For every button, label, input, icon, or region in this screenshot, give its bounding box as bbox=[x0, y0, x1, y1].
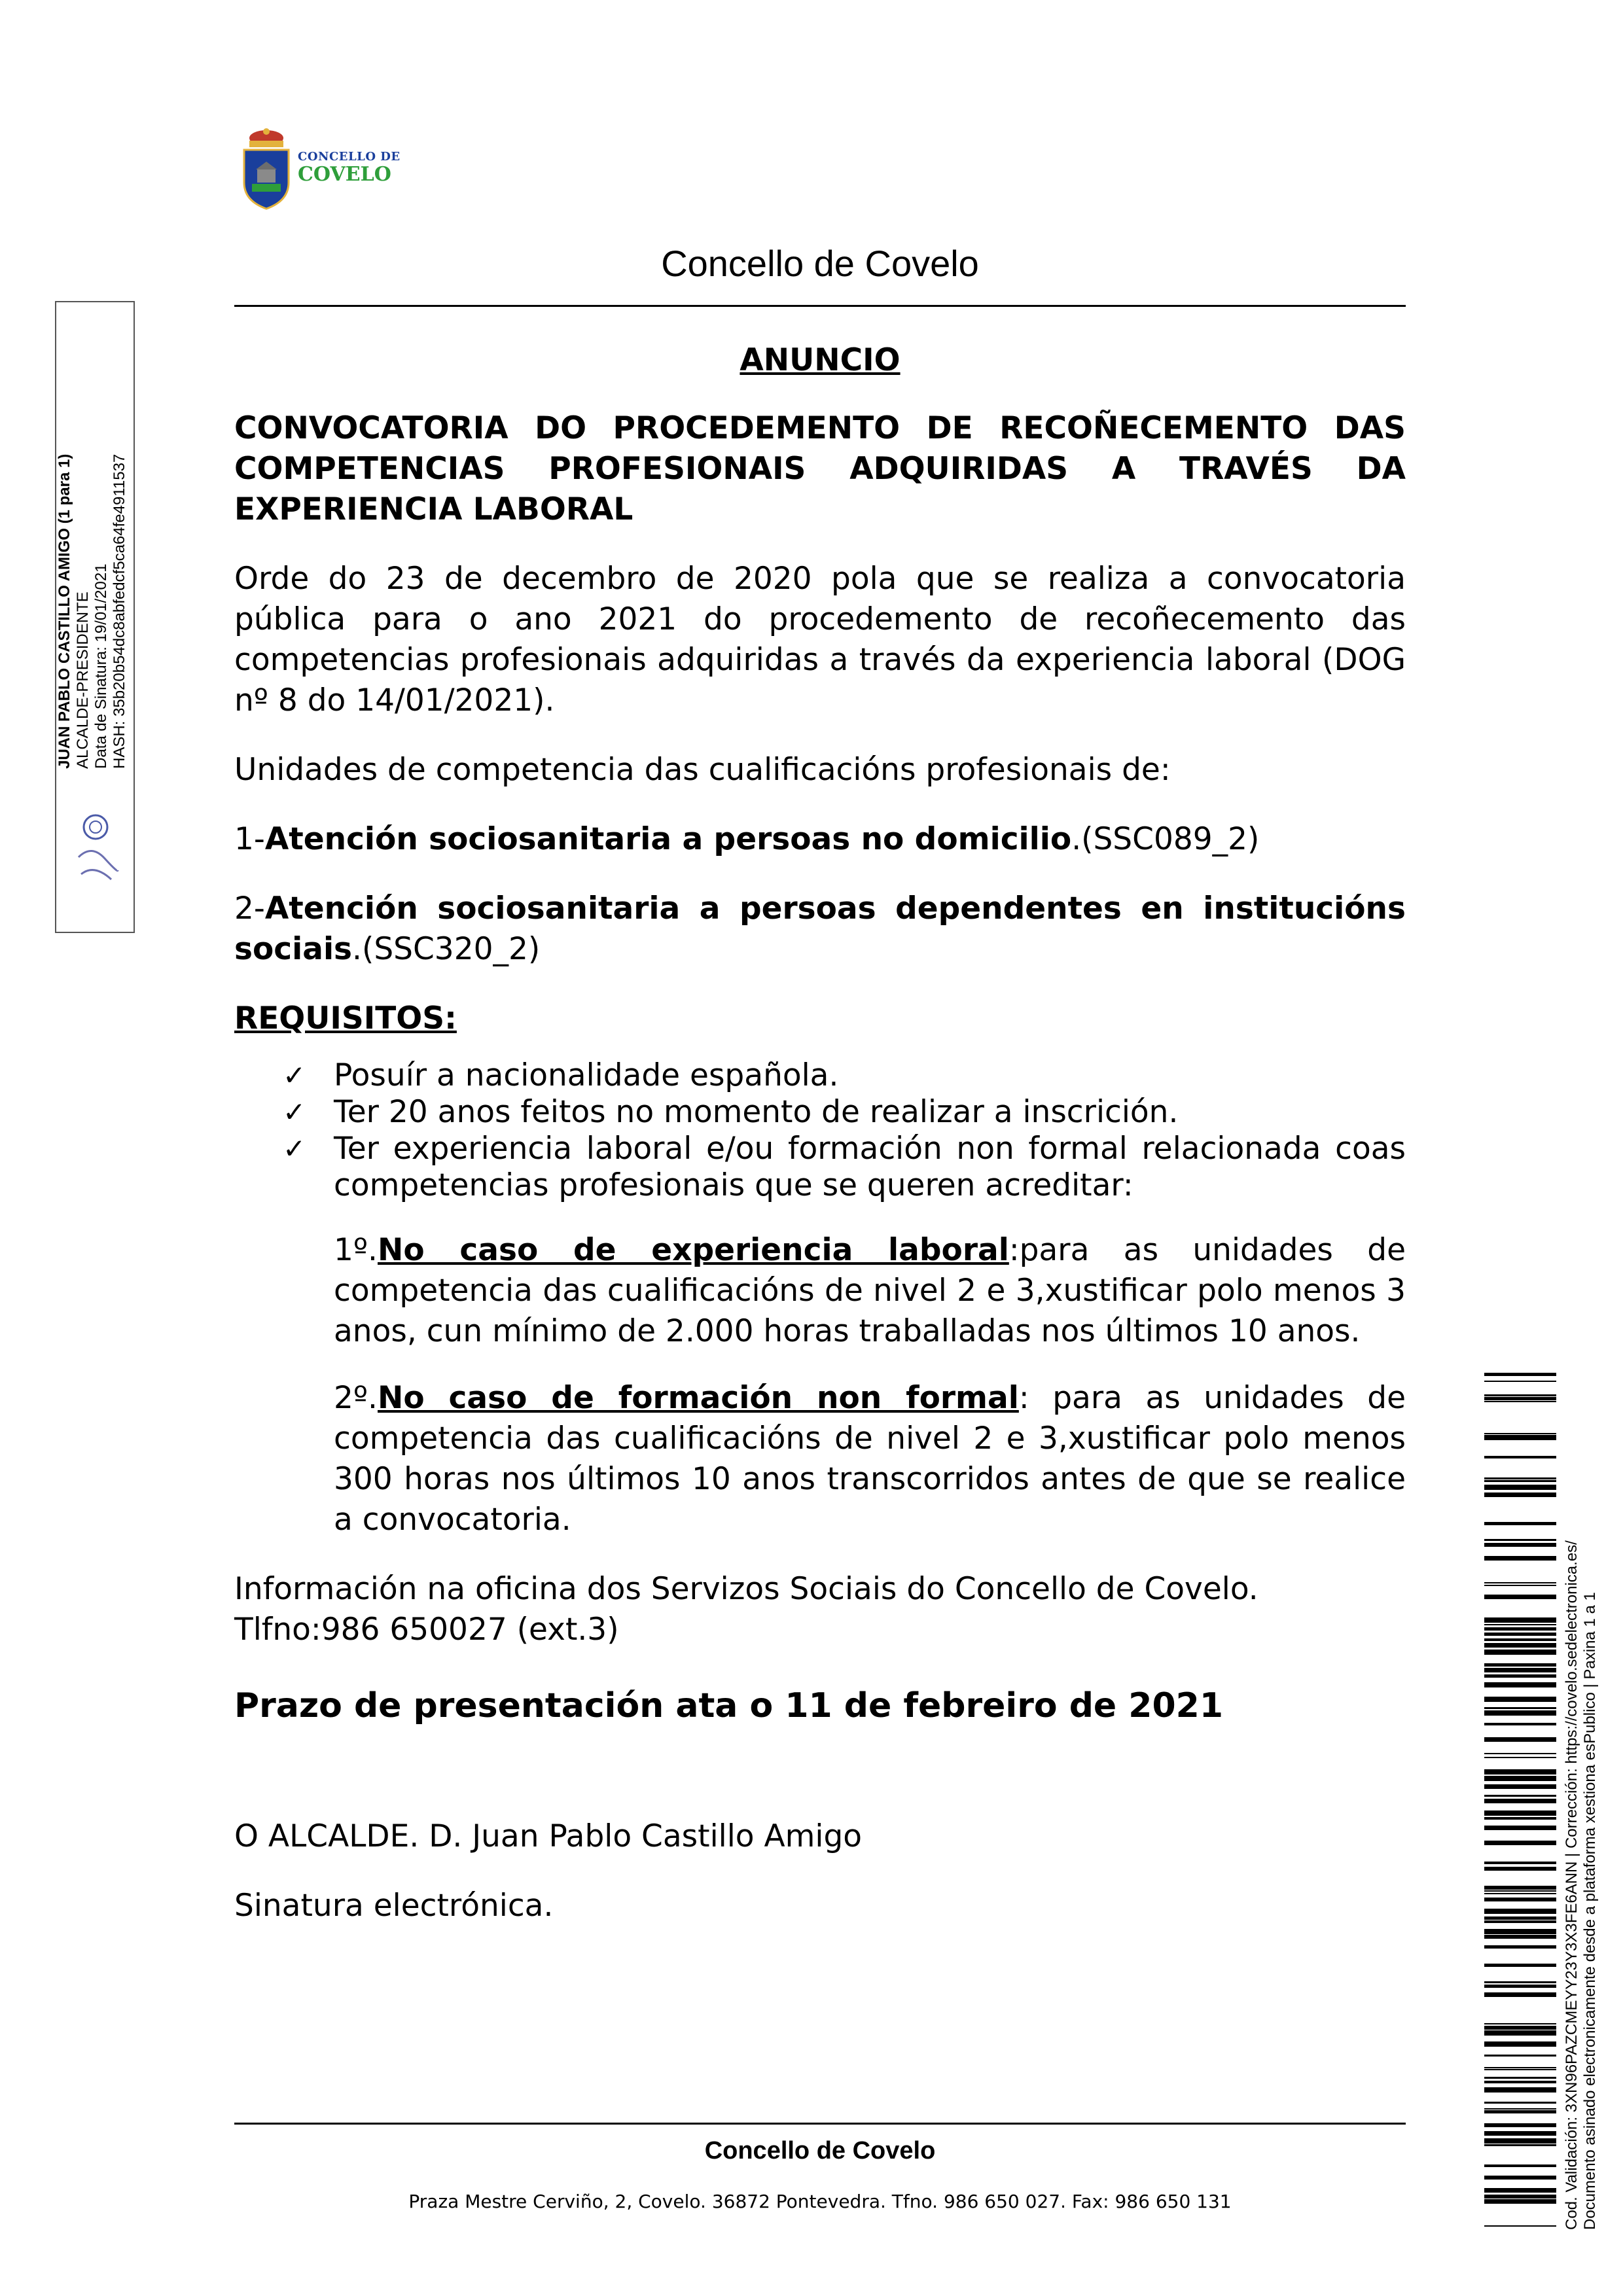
list-item bbox=[234, 1131, 1406, 1204]
case-1-number: 1º. bbox=[334, 1232, 378, 1268]
units-intro: Unidades de competencia das cualificacións profesionais de: bbox=[234, 752, 1171, 788]
competence-unit-2 bbox=[234, 889, 1406, 970]
case-2-label: No caso de formación non formal bbox=[378, 1380, 1019, 1416]
unit-2-name: Atención sociosanitaria a persoas dependentes en institucións sociais bbox=[234, 891, 1406, 967]
checkmark-icon: ✓ bbox=[283, 1059, 306, 1091]
requirements-list bbox=[234, 1057, 1406, 1204]
unit-2-number: 2- bbox=[234, 891, 265, 927]
footer-title: Concello de Covelo bbox=[704, 2137, 936, 2164]
unit-1-name: Atención sociosanitaria a persoas no domicilio bbox=[264, 821, 1072, 857]
validation-code: Cod. Validación: 3XN96PAZCMEYY23Y3X3FE6ANN | Corrección: https://covelo.sedelectronica.es/ bbox=[1563, 1540, 1580, 2230]
footer-divider bbox=[234, 2123, 1406, 2125]
signature-hash: HASH: 35b20b54dc8abfedcf5ca64fe4911537 bbox=[111, 453, 128, 769]
barcode-icon bbox=[1484, 1373, 1556, 2233]
footer-address: Praza Mestre Cerviño, 2, Covelo. 36872 Pontevedra. Tfno. 986 650 027. Fax: 986 650 131 bbox=[408, 2191, 1232, 2212]
logo-text-covelo: COVELO bbox=[298, 163, 391, 186]
requirements-heading: REQUISITOS: bbox=[234, 1000, 457, 1036]
deadline-text: Prazo de presentación ata o 11 de febreiro de 2021 bbox=[234, 1686, 1224, 1725]
checkmark-icon: ✓ bbox=[283, 1133, 306, 1165]
requirement-text: Ter 20 anos feitos no momento de realizar a inscrición. bbox=[334, 1094, 1179, 1130]
info-paragraph: Información na oficina dos Servizos Sociais do Concello de Covelo. Tlfno:986 650027 (ext.3) bbox=[234, 1571, 1258, 1648]
order-paragraph: Orde do 23 de decembro de 2020 pola que se realiza a convocatoria pública para o ano 2021 do procedemento de recoñecemento das competencias profesionais adquiridas a través da experiencia laboral (DOG nº 8 do 14/01/2021). bbox=[234, 561, 1406, 718]
page-header-title: Concello de Covelo bbox=[661, 243, 979, 284]
unit-2-code: .(SSC320_2) bbox=[352, 931, 541, 967]
notice-body bbox=[234, 340, 1406, 1926]
case-2-text: : para as unidades de competencia das cualificacións de nivel 2 e 3,xustificar polo menos 300 horas nos últimos 10 anos transcorridos antes de que se realice a convocatoria. bbox=[334, 1380, 1406, 1538]
unit-1-code: .(SSC089_2) bbox=[1071, 821, 1260, 857]
validation-footer bbox=[1563, 1540, 1599, 2230]
case-non-formal-training bbox=[234, 1378, 1406, 1540]
header-divider bbox=[234, 305, 1406, 307]
notice-title: ANUNCIO bbox=[740, 342, 901, 378]
case-work-experience bbox=[234, 1230, 1406, 1352]
case-1-text: :para as unidades de competencia das cualificacións de nivel 2 e 3,xustificar polo menos 3 anos, cun mínimo de 2.000 horas traballadas nos últimos 10 anos. bbox=[334, 1232, 1406, 1349]
signer-line: JUAN PABLO CASTILLO AMIGO (1 para 1) bbox=[56, 453, 73, 769]
logo-text-concello: CONCELLO DE bbox=[298, 150, 401, 164]
signature-date: Data de Sinatura: 19/01/2021 bbox=[92, 563, 110, 769]
signature-details bbox=[56, 454, 129, 769]
notice-headline: CONVOCATORIA DO PROCEDEMENTO DE RECOÑECEMENTO DAS COMPETENCIAS PROFESIONAIS ADQUIRIDAS A TRAVÉS DA EXPERIENCIA LABORAL bbox=[234, 410, 1406, 527]
case-2-number: 2º. bbox=[334, 1380, 378, 1416]
concello-logo bbox=[239, 128, 401, 213]
signer-name: O ALCALDE. D. Juan Pablo Castillo Amigo bbox=[234, 1818, 863, 1854]
coat-of-arms-icon bbox=[239, 128, 294, 213]
validation-platform: Documento asinado electronicamente desde a plataforma xestiona esPublico | Paxina 1 a 1 bbox=[1581, 1592, 1599, 2230]
signer-role: ALCALDE-PRESIDENTE bbox=[74, 592, 92, 769]
signature-seal-icon bbox=[65, 811, 126, 890]
checkmark-icon: ✓ bbox=[283, 1096, 306, 1128]
requirement-text: Posuír a nacionalidade española. bbox=[334, 1057, 839, 1093]
requirement-text: Ter experiencia laboral e/ou formación non formal relacionada coas competencias profesionais que se queren acreditar: bbox=[334, 1131, 1406, 1203]
signature-label: Sinatura electrónica. bbox=[234, 1888, 554, 1924]
list-item bbox=[234, 1094, 1406, 1131]
case-1-label: No caso de experiencia laboral bbox=[378, 1232, 1009, 1268]
competence-unit-1 bbox=[234, 819, 1406, 860]
list-item bbox=[234, 1057, 1406, 1094]
unit-1-number: 1- bbox=[234, 821, 265, 857]
